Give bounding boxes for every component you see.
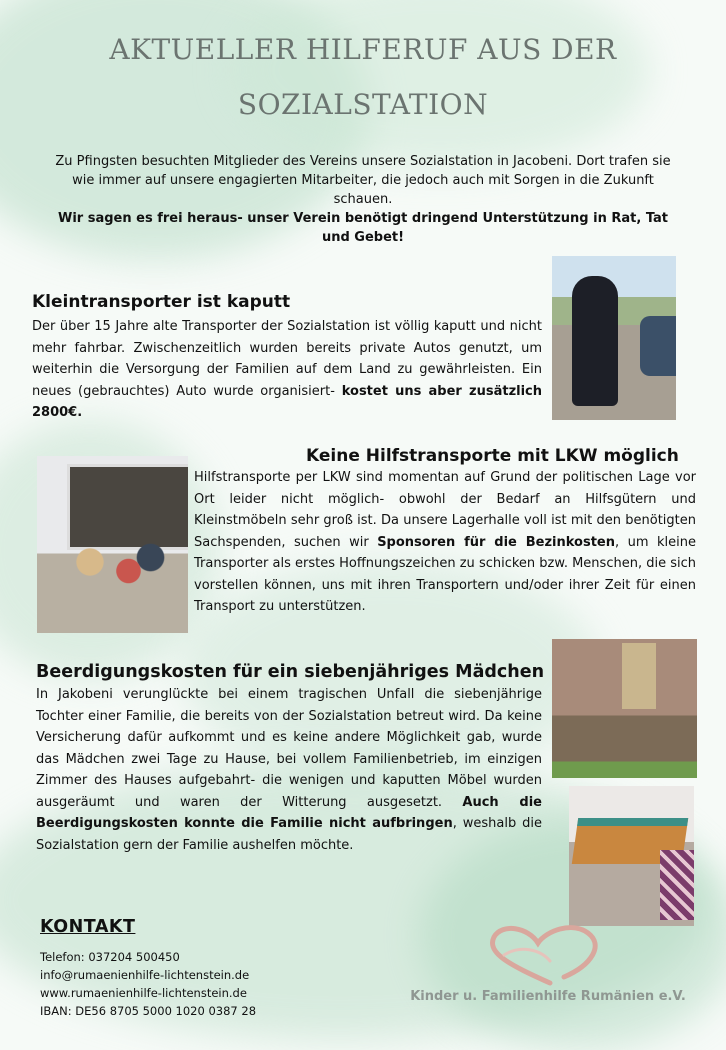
photo-figure (572, 276, 618, 406)
heart-logo-icon (480, 925, 620, 987)
section-emphasis: Auch die Beerdigungskosten konnte die Familie nicht aufbringen (36, 794, 542, 831)
section-body-cont: , um kleine Transporter als erstes Hoffnungszeichen zu schicken bzw. Menschen, die sich vorstellen können, uns mit ihren Transportern und/oder ihrer Zeit für einen Transport zu unterstützen. (194, 534, 696, 614)
intro-appeal: Wir sagen es frei heraus- unser Verein benötigt dringend Unterstützung in Rat, Tat und Gebet! (57, 211, 669, 245)
section-heading-funeral: Beerdigungskosten für ein siebenjähriges Mädchen (36, 662, 545, 682)
section-body: In Jakobeni verunglückte bei einem tragischen Unfall die siebenjährige Tochter einer Familie, die bereits von der Sozialstation betreut wird. Da keine Versicherung dafür aufkommt und es keine andere Möglichkeit gab, wurde das Mädchen zwei Tage zu Hause, bei vollem Familienbetrieb, im einzigen Zimmer des Hauses aufgebahrt- die wenigen und kaputten Möbel wurden ausgeräumt und waren der Witterung ausgesetzt. (36, 687, 542, 810)
section-emphasis: Sponsoren für die Bezinkosten (377, 534, 615, 550)
photo-house-exterior (552, 639, 697, 778)
title-line-1: AKTUELLER HILFERUF AUS DER (109, 33, 617, 66)
section-emphasis: kostet uns aber zusätzlich 2800€. (32, 383, 543, 420)
photo-truck-unloading (37, 456, 188, 633)
section-text-transporter (32, 316, 542, 424)
title-line-2: SOZIALSTATION (237, 88, 489, 121)
contact-heading: KONTAKT (40, 917, 136, 937)
photo-car (640, 316, 676, 376)
section-heading-lkw: Keine Hilfstransporte mit LKW möglich (306, 446, 679, 466)
organization-logo (400, 925, 696, 1017)
photo-people (57, 526, 167, 616)
section-body: Der über 15 Jahre alte Transporter der Sozialstation ist völlig kaputt und nicht mehr fahrbar. Zwischenzeitlich wurden bereits private Autos genutzt, um weiterhin die Versorgung der Familien auf dem Land zu gewährleisten. Ein neues (gebrauchtes) Auto wurde organisiert- (32, 319, 542, 399)
section-heading-transporter: Kleintransporter ist kaputt (32, 292, 291, 312)
intro-paragraph (48, 152, 678, 247)
contact-website[interactable]: www.rumaenienhilfe-lichtenstein.de (40, 986, 247, 1000)
photo-door (622, 643, 656, 709)
photo-boy-with-bags (552, 256, 676, 420)
photo-room-interior (569, 786, 694, 926)
contact-iban: IBAN: DE56 8705 5000 1020 0387 28 (40, 1004, 257, 1018)
page-title (0, 22, 726, 132)
section-text-lkw (194, 467, 696, 618)
contact-phone: Telefon: 037204 500450 (40, 950, 180, 964)
section-body-cont: , weshalb die Sozialstation gern der Familie aushelfen möchte. (36, 816, 542, 853)
intro-text: Zu Pfingsten besuchten Mitglieder des Vereins unsere Sozialstation in Jacobeni. Dort trafen sie wie immer auf unsere engagierten Mitarbeiter, die jedoch auch mit Sorgen in die Zukunft schauen. (55, 154, 671, 207)
section-text-funeral (36, 684, 542, 856)
photo-rug (660, 850, 694, 920)
section-body: Hilfstransporte per LKW sind momentan auf Grund der politischen Lage vor Ort leider nicht möglich- obwohl der Bedarf an Hilfsgütern und Kleinstmöbeln sehr groß ist. Da unsere Lagerhalle voll ist mit den benötigten Sachspenden, suchen wir (194, 470, 696, 550)
contact-block (40, 948, 256, 1020)
contact-email[interactable]: info@rumaenienhilfe-lichtenstein.de (40, 968, 250, 982)
logo-text: Kinder u. Familienhilfe Rumänien e.V. (410, 989, 686, 1004)
